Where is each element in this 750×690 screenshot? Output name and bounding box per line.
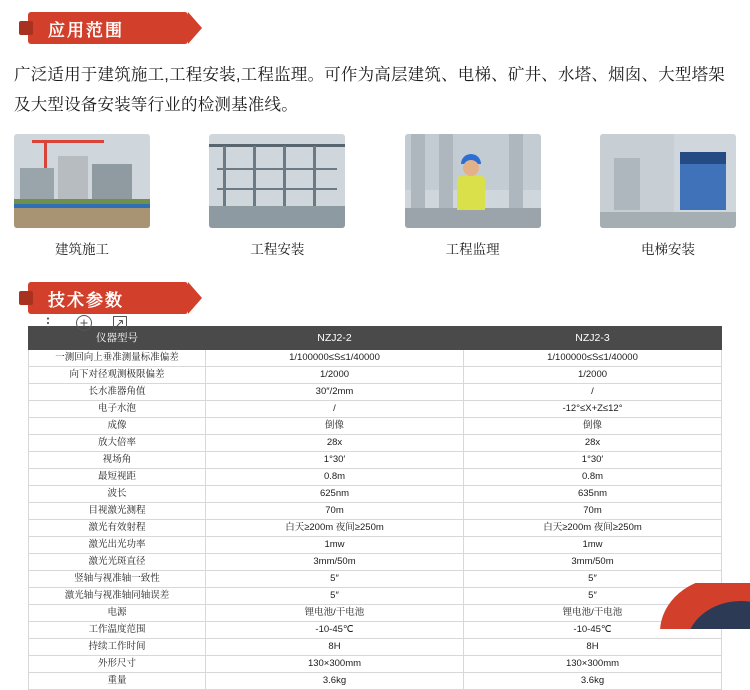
spec-value-nzj2-3: 635nm <box>464 486 722 503</box>
zoom-in-icon[interactable] <box>66 308 102 338</box>
spec-parameter-name: 长水准器角值 <box>29 384 206 401</box>
spec-value-nzj2-3: 锂电池/干电池 <box>464 605 722 622</box>
spec-value-nzj2-3: / <box>464 384 722 401</box>
spec-value-nzj2-3: 1/2000 <box>464 367 722 384</box>
table-row <box>29 503 722 520</box>
spec-value-nzj2-3: 28x <box>464 435 722 452</box>
table-row <box>29 673 722 690</box>
table-row <box>29 639 722 656</box>
table-row <box>29 418 722 435</box>
spec-value-nzj2-3: 5″ <box>464 571 722 588</box>
spec-parameter-name: 电子水泡 <box>29 401 206 418</box>
spec-parameter-name: 激光光斑直径 <box>29 554 206 571</box>
scope-image-item <box>209 134 345 258</box>
spec-parameter-name: 工作温度范围 <box>29 622 206 639</box>
table-row <box>29 571 722 588</box>
spec-value-nzj2-3: 3mm/50m <box>464 554 722 571</box>
spec-value-nzj2-2: 3mm/50m <box>206 554 464 571</box>
scope-image-item <box>600 134 736 258</box>
spec-value-nzj2-3: -12°≤X+Z≤12° <box>464 401 722 418</box>
spec-value-nzj2-3: 倒像 <box>464 418 722 435</box>
table-row <box>29 486 722 503</box>
table-row <box>29 554 722 571</box>
site-engineer-photo <box>405 134 541 228</box>
page-corner-decoration <box>630 583 750 629</box>
more-options-icon[interactable] <box>30 308 66 338</box>
spec-value-nzj2-3: 1mw <box>464 537 722 554</box>
spec-parameter-name: 波长 <box>29 486 206 503</box>
spec-value-nzj2-3: -10-45℃ <box>464 622 722 639</box>
spec-value-nzj2-2: 130×300mm <box>206 656 464 673</box>
spec-value-nzj2-2: 1/100000≤S≤1/40000 <box>206 350 464 367</box>
expand-icon[interactable] <box>102 308 138 338</box>
spec-value-nzj2-2: 1°30′ <box>206 452 464 469</box>
spec-value-nzj2-3: 3.6kg <box>464 673 722 690</box>
scope-section-title: 应用范围 <box>48 21 124 40</box>
table-row <box>29 384 722 401</box>
spec-parameter-name: 目视激光测程 <box>29 503 206 520</box>
spec-value-nzj2-2: 625nm <box>206 486 464 503</box>
table-row <box>29 350 722 367</box>
spec-value-nzj2-2: 白天≥200m 夜间≥250m <box>206 520 464 537</box>
spec-parameter-name: 激光出光功率 <box>29 537 206 554</box>
spec-value-nzj2-2: 1mw <box>206 537 464 554</box>
spec-value-nzj2-3: 8H <box>464 639 722 656</box>
table-row <box>29 452 722 469</box>
spec-parameter-name: 向下对径观测极限偏差 <box>29 367 206 384</box>
spec-parameter-name: 成像 <box>29 418 206 435</box>
col-header-nzj2-2: NZJ2-2 <box>206 327 464 350</box>
spec-value-nzj2-3: 70m <box>464 503 722 520</box>
elevator-installation-photo <box>600 134 736 228</box>
spec-parameter-name: 放大倍率 <box>29 435 206 452</box>
spec-value-nzj2-2: 1/2000 <box>206 367 464 384</box>
table-row <box>29 367 722 384</box>
table-row <box>29 537 722 554</box>
scope-image-item <box>14 134 150 258</box>
construction-site-photo <box>14 134 150 228</box>
spec-parameter-name: 激光轴与视准轴同轴误差 <box>29 588 206 605</box>
spec-value-nzj2-2: 30″/2mm <box>206 384 464 401</box>
spec-value-nzj2-3: 5″ <box>464 588 722 605</box>
table-row <box>29 622 722 639</box>
spec-value-nzj2-3: 白天≥200m 夜间≥250m <box>464 520 722 537</box>
table-row <box>29 435 722 452</box>
spec-parameter-name: 重量 <box>29 673 206 690</box>
specs-section-title: 技术参数 <box>48 291 124 310</box>
table-toolbar[interactable] <box>30 308 138 338</box>
spec-value-nzj2-2: 3.6kg <box>206 673 464 690</box>
spec-value-nzj2-2: 倒像 <box>206 418 464 435</box>
scope-section-banner <box>28 12 214 46</box>
scope-image-caption: 工程监理 <box>445 242 500 257</box>
spec-parameter-name: 一测回向上垂准测量标准偏差 <box>29 350 206 367</box>
steel-structure-photo <box>209 134 345 228</box>
spec-parameter-name: 激光有效射程 <box>29 520 206 537</box>
spec-value-nzj2-3: 130×300mm <box>464 656 722 673</box>
spec-value-nzj2-2: 8H <box>206 639 464 656</box>
scope-image-item <box>405 134 541 258</box>
spec-value-nzj2-2: 5″ <box>206 588 464 605</box>
table-row <box>29 605 722 622</box>
table-row <box>29 656 722 673</box>
specs-table-wrapper <box>28 326 722 690</box>
specs-table-body <box>29 350 722 690</box>
spec-value-nzj2-2: 28x <box>206 435 464 452</box>
table-row <box>29 469 722 486</box>
spec-value-nzj2-2: / <box>206 401 464 418</box>
spec-parameter-name: 视场角 <box>29 452 206 469</box>
spec-value-nzj2-2: -10-45℃ <box>206 622 464 639</box>
spec-parameter-name: 持续工作时间 <box>29 639 206 656</box>
spec-value-nzj2-3: 1/100000≤S≤1/40000 <box>464 350 722 367</box>
spec-parameter-name: 电源 <box>29 605 206 622</box>
spec-value-nzj2-2: 70m <box>206 503 464 520</box>
spec-value-nzj2-3: 1°30′ <box>464 452 722 469</box>
spec-value-nzj2-2: 0.8m <box>206 469 464 486</box>
spec-value-nzj2-2: 5″ <box>206 571 464 588</box>
scope-image-caption: 电梯安装 <box>640 242 695 257</box>
spec-parameter-name: 竖轴与视准轴一致性 <box>29 571 206 588</box>
scope-paragraph: 广泛适用于建筑施工,工程安装,工程监理。可作为高层建筑、电梯、矿井、水塔、烟囱、大型塔架及大型设备安装等行业的检测基准线。 <box>14 66 725 114</box>
scope-image-row <box>14 134 736 258</box>
col-header-nzj2-3: NZJ2-3 <box>464 327 722 350</box>
table-row <box>29 588 722 605</box>
spec-value-nzj2-3: 0.8m <box>464 469 722 486</box>
spec-value-nzj2-2: 锂电池/干电池 <box>206 605 464 622</box>
spec-parameter-name: 外形尺寸 <box>29 656 206 673</box>
scope-image-caption: 工程安装 <box>250 242 305 257</box>
spec-parameter-name: 最短视距 <box>29 469 206 486</box>
scope-image-caption: 建筑施工 <box>55 242 109 257</box>
col-header-model: 仪器型号 <box>29 327 206 350</box>
table-row <box>29 520 722 537</box>
table-row <box>29 401 722 418</box>
specs-table <box>28 326 722 690</box>
